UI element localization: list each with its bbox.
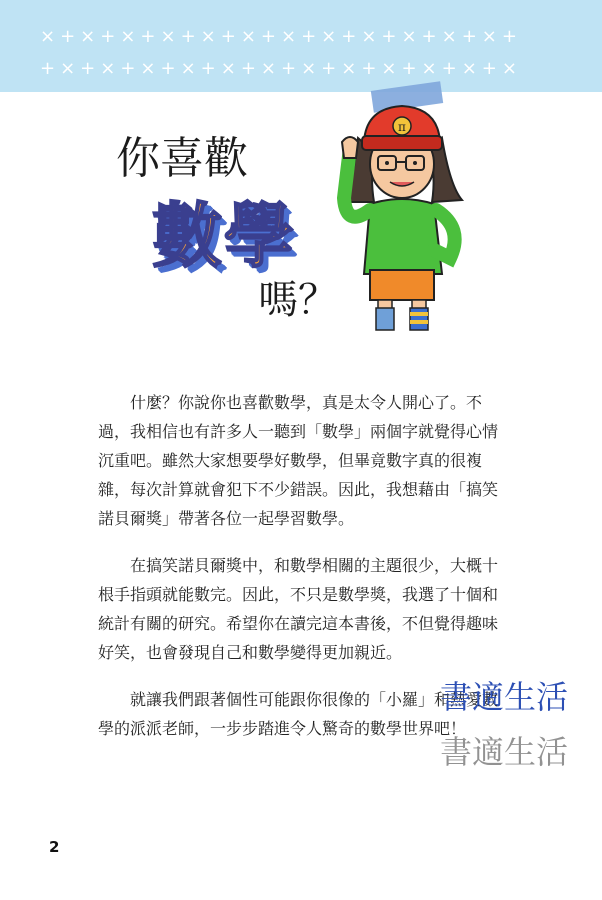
pi-symbol: π xyxy=(398,120,406,134)
watermark-gray: 書適生活 xyxy=(440,733,569,771)
paragraph-1: 什麼？你說你也喜歡數學，真是太令人開心了。不過，我相信也有許多人一聽到「數學」兩個字就覺得心情沉重吧。雖然大家想要學好數學，但畢竟數字真的很複雜，每次計算就會犯下不少錯誤。因此，我想藉由「搞笑諾貝爾獎」帶著各位一起學習數學。 xyxy=(98,393,499,528)
orange-shorts xyxy=(370,270,434,300)
paragraph-3: 就讓我們跟著個性可能跟你很像的「小羅」和熱愛數學的派派老師，一步步踏進令人驚奇的數學世界吧！ xyxy=(98,690,499,738)
title-highlight: 數學 xyxy=(152,195,296,277)
page-number: 2 xyxy=(49,838,60,856)
title-line-1: 你喜歡 xyxy=(116,133,248,184)
body-text xyxy=(98,388,498,761)
character-illustration xyxy=(330,78,470,338)
watermark-blue: 書適生活 xyxy=(440,678,569,716)
title-line-3: 嗎？ xyxy=(258,277,338,323)
pattern-row-2: +×+×+×+×+×+×+×+×+×+×+×+× xyxy=(40,58,522,79)
header-pattern-band xyxy=(0,0,602,92)
paragraph-2: 在搞笑諾貝爾獎中，和數學相關的主題很少，大概十根手指頭就能數完。因此，不只是數學獎，我選了十個和統計有關的研究。希望你在讀完這本書後，不但覺得趣味好笑，也會發現自己和數學變得更加親近。 xyxy=(98,556,499,662)
pattern-row-1: ×+×+×+×+×+×+×+×+×+×+×+×+ xyxy=(40,26,522,47)
